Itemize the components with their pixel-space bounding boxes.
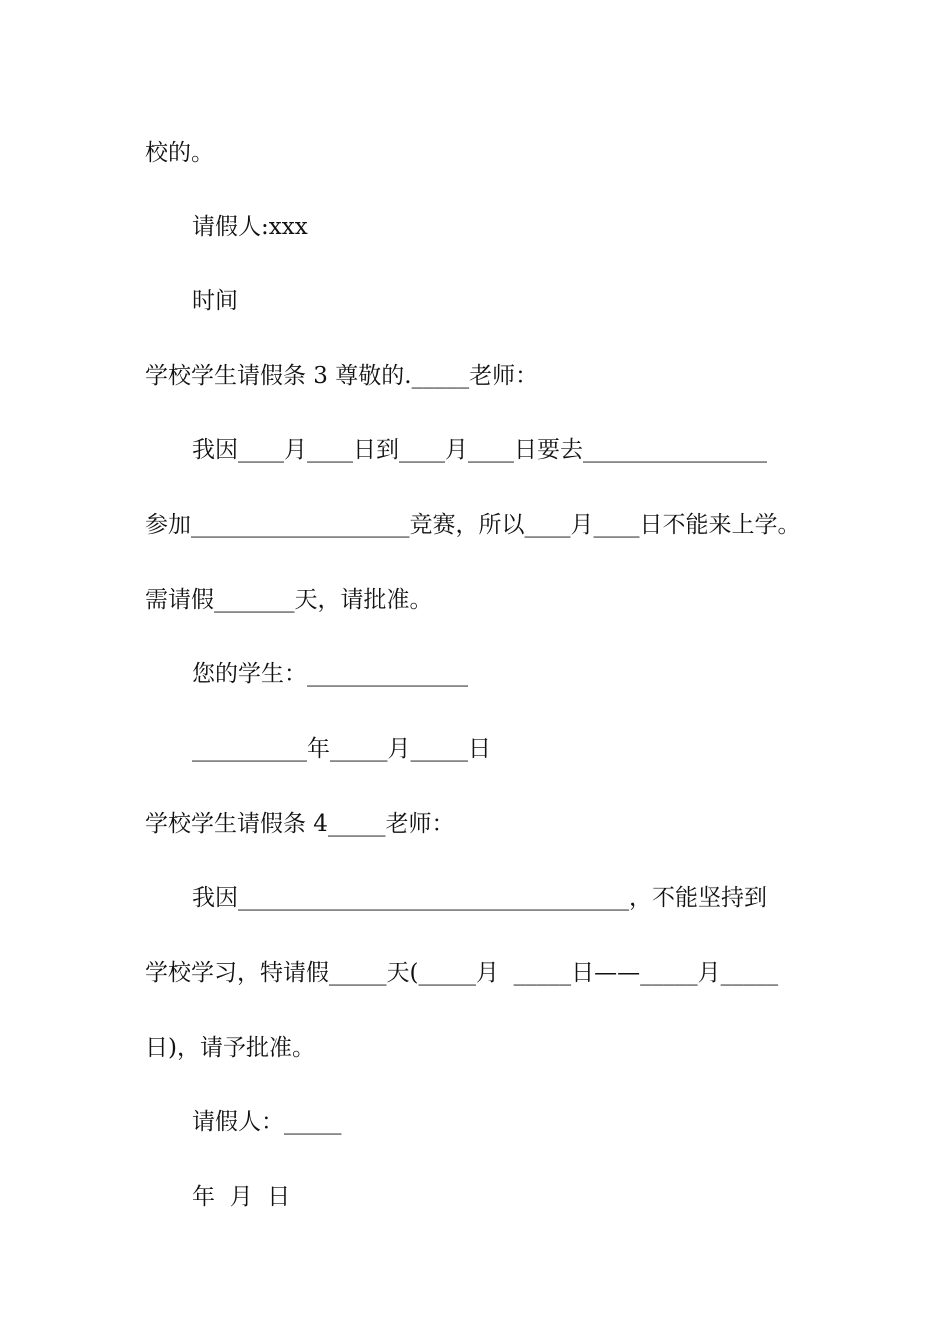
text-line-5: 我因____月____日到____月____日要去________________ xyxy=(192,437,767,463)
heading-leave-note-4: 学校学生请假条 4_____老师： xyxy=(145,811,455,837)
signature-line: 您的学生：______________ xyxy=(192,661,468,687)
text-line-7: 需请假_______天，请批准。 xyxy=(145,587,433,613)
text-line-12: 学校学习，特请假_____天(_____月 _____日——_____月_____ xyxy=(145,960,779,986)
text-line-1: 校的。 xyxy=(145,140,214,166)
text-line-3: 时间 xyxy=(192,288,238,314)
text-line-6: 参加___________________竞赛，所以____月____日不能来上学。 xyxy=(145,512,801,538)
text-line-2: 请假人:xxx xyxy=(192,214,308,240)
applicant-line: 请假人：_____ xyxy=(192,1109,342,1135)
text-line-11: 我因__________________________________，不能坚持到 xyxy=(192,885,767,911)
text-line-13: 日)，请予批准。 xyxy=(145,1035,315,1061)
heading-leave-note-3: 学校学生请假条 3 尊敬的._____老师： xyxy=(145,363,539,389)
date-line: __________年_____月_____日 xyxy=(192,736,491,762)
date-line-2: 年 月 日 xyxy=(192,1184,291,1210)
